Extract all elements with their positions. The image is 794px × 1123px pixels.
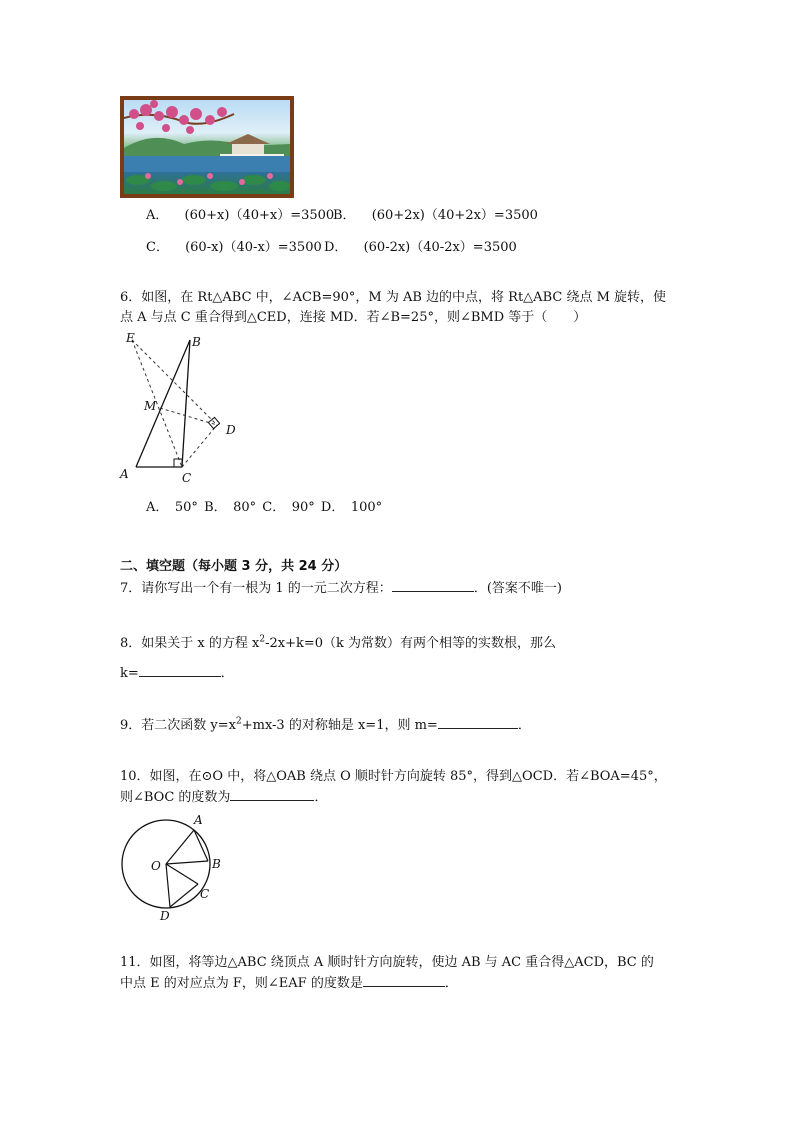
segment-oa	[166, 830, 194, 864]
q10-circle-figure	[118, 808, 238, 924]
q5-option-c: C． (60-x)（40-x）=3500	[146, 240, 322, 255]
segment-ob	[166, 861, 208, 864]
segment-od	[166, 864, 170, 907]
right-angle-mark-d	[208, 417, 219, 428]
q11-answer-blank[interactable]	[363, 972, 445, 987]
label-a: A	[120, 467, 129, 481]
q11-line2: 中点 E 的对应点为 F，则∠EAF 的度数是 ．	[120, 972, 458, 991]
q5-option-a: A． (60+x)（40+x）=3500	[146, 208, 335, 223]
q5-option-d: D． (60-2x)（40-2x）=3500	[324, 240, 517, 255]
q7: 7．请你写出一个有一根为 1 的一元二次方程： ．(答案不唯一)	[120, 577, 562, 596]
q7-answer-blank[interactable]	[392, 577, 474, 592]
q6-options: A． 50° B． 80° C． 90° D． 100°	[146, 500, 383, 515]
label-c: C	[200, 887, 210, 901]
label-a: A	[194, 813, 203, 827]
label-b: B	[212, 857, 221, 871]
section-title: 二、填空题（每小题 3 分，共 24 分）	[120, 559, 348, 574]
q10-line1: 10．如图，在⊙O 中，将△OAB 绕点 O 顺时针方向旋转 85°，得到△OCD．若∠BOA=45°，	[120, 769, 667, 784]
landscape-illustration	[124, 100, 290, 194]
label-d: D	[226, 423, 236, 437]
label-m: M	[144, 399, 157, 413]
q10-line2: 则∠BOC 的度数为 ．	[120, 786, 327, 805]
q5-option-b: B． (60+2x)（40+2x）=3500	[333, 208, 538, 223]
label-d: D	[160, 909, 170, 923]
segment-ec	[132, 340, 182, 467]
segment-bc	[182, 340, 190, 467]
q6-triangle-figure	[110, 326, 250, 486]
q9-answer-blank[interactable]	[438, 714, 518, 729]
landscape-painting	[120, 96, 294, 198]
label-b: B	[192, 335, 201, 349]
q6-line2: 点 A 与点 C 重合得到△CED，连接 MD．若∠B=25°，则∠BMD 等于（ ）	[120, 310, 587, 325]
label-e: E	[126, 331, 135, 345]
segment-cd	[182, 425, 217, 467]
q10-answer-blank[interactable]	[230, 786, 314, 801]
q11-line1: 11．如图，将等边△ABC 绕顶点 A 顺时针方向旋转，使边 AB 与 AC 重合得△ACD，BC 的	[120, 955, 654, 970]
label-c: C	[182, 471, 192, 485]
q9: 9．若二次函数 $y=x^2+mx-3$ 的对称轴是 x=1，则 m= ．	[120, 714, 531, 733]
label-o: O	[151, 859, 161, 873]
segment-oc	[166, 864, 198, 884]
q8-line2: k= ．	[120, 662, 234, 681]
q8-answer-blank[interactable]	[139, 662, 221, 677]
q6-line1: 6．如图，在 Rt△ABC 中，∠ACB=90°，M 为 AB 边的中点，将 Rt△ABC 绕点 M 旋转，使	[120, 290, 667, 305]
q8-line1: 8．如果关于 x 的方程 $x^2-2x+k=0(k$ 为常数）有两个相等的实数根，那么	[120, 634, 557, 651]
